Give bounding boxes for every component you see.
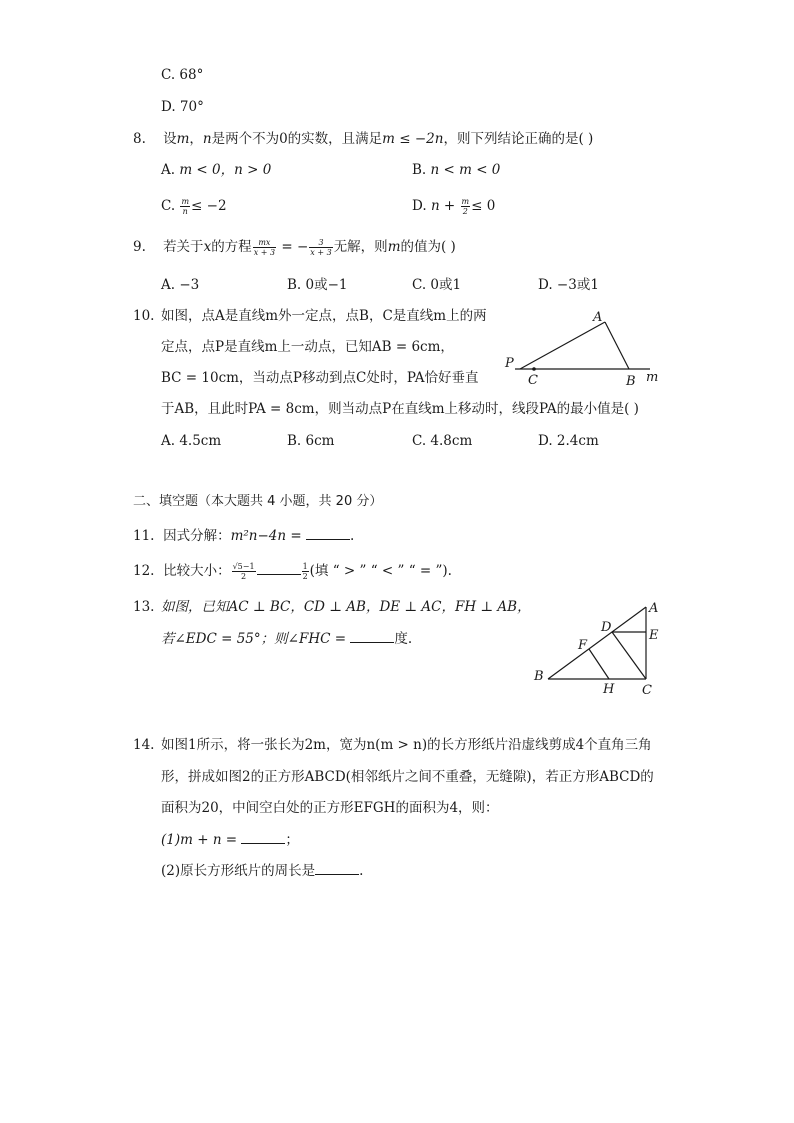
q8-condition: m ≤ −2n — [382, 131, 444, 147]
label-d: D — [601, 620, 612, 635]
q13-line-2 — [161, 629, 412, 648]
fraction-numerator: 3 — [309, 238, 332, 248]
q14-line-3: 面积为20，中间空白处的正方形EFGH的面积为4，则： — [161, 800, 499, 816]
q9-text-b: 的方程 — [211, 239, 252, 255]
q10-option-d: D. 2.4cm — [538, 433, 599, 449]
q13-line-1: 如图，已知AC ⊥ BC，CD ⊥ AB，DE ⊥ AC，FH ⊥ AB， — [161, 599, 531, 615]
q8-option-b-expr: n < m < 0 — [430, 162, 501, 178]
q14-sub-2-blank[interactable] — [315, 861, 359, 875]
q8-option-c-fraction — [180, 197, 190, 216]
q9-text-c: 无解，则 — [333, 239, 388, 255]
q9-var-m: m — [387, 239, 401, 255]
segment-fh — [589, 649, 609, 679]
section-heading: 二、填空题（本大题共 4 小题，共 20 分） — [133, 494, 383, 509]
label-m: m — [646, 370, 659, 385]
fraction-numerator: mx — [253, 238, 276, 248]
q12-number: 12. — [133, 563, 155, 579]
q7-option-d: D. 70° — [161, 99, 204, 115]
q12-end: (填 “ > ” “ < ” “ = ”). — [309, 563, 452, 579]
label-c: C — [642, 683, 652, 698]
label-h: H — [603, 682, 615, 697]
segment-ab — [548, 607, 646, 679]
label-a: A — [593, 310, 603, 325]
q14-sub-2-end: . — [359, 863, 364, 879]
q9-text-a: 若关于 — [163, 239, 204, 255]
q13-answer-blank[interactable] — [350, 629, 394, 643]
q9-option-d: D. −3或1 — [538, 277, 599, 293]
fraction-denominator: 2 — [241, 572, 247, 581]
q11-end: . — [349, 528, 355, 544]
label-c: C — [528, 373, 538, 388]
q8-text-d: ，则下列结论正确的是( ) — [443, 131, 594, 147]
q12-fraction-2 — [302, 562, 309, 581]
q8-var-n: n — [202, 131, 212, 147]
fraction-numerator: m — [181, 197, 190, 206]
q9-number: 9. — [133, 239, 146, 255]
q9-fraction-1 — [253, 238, 276, 257]
q14-sub-1-blank[interactable] — [241, 830, 285, 844]
q11-expression: m²n−4n = — [230, 528, 306, 544]
fraction-denominator: x + 3 — [310, 248, 332, 257]
fraction-numerator: 1 — [302, 562, 308, 571]
q10-line-3: BC = 10cm，当动点P移动到点C处时，PA恰好垂直 — [161, 370, 479, 386]
q12-fraction-1 — [232, 562, 256, 581]
q8-option-c — [161, 197, 227, 216]
q8-text-b: ， — [189, 131, 203, 147]
q12-text: 比较大小： — [163, 563, 231, 579]
q8-option-a-label: A. — [161, 162, 176, 178]
fraction-numerator: m — [461, 197, 470, 206]
q10-option-c: C. 4.8cm — [412, 433, 473, 449]
fraction-numerator: √5−1 — [232, 562, 255, 571]
q13-text-b: 度. — [394, 631, 413, 647]
q8-option-d-fraction — [461, 197, 471, 216]
q14-line-1: 如图1所示，将一张长为2m，宽为n(m > n)的长方形纸片沿虚线剪成4个直角三角 — [161, 737, 652, 753]
q11-text: 因式分解： — [163, 528, 231, 544]
q8-option-a-expr: m < 0，n > 0 — [179, 162, 272, 178]
q9-equals: = − — [277, 239, 309, 255]
segment-ab — [605, 322, 629, 369]
q13-text-a: 若∠EDC = 55°；则∠FHC = — [161, 631, 351, 647]
q9-option-a: A. −3 — [161, 277, 200, 293]
segment-cd — [612, 632, 646, 679]
q8-option-d-expr: n + — [430, 198, 460, 214]
q8-option-d-label: D. — [412, 198, 427, 214]
label-f: F — [578, 638, 588, 653]
q13-number: 13. — [133, 599, 155, 615]
q9-var-x: x — [203, 239, 212, 255]
q9-text-d: 的值为( ) — [400, 239, 456, 255]
q8-option-d — [412, 197, 495, 216]
q10-line-4: 于AB，且此时PA = 8cm，则当动点P在直线m上移动时，线段PA的最小值是( ) — [161, 401, 639, 417]
q14-sub-1-text: (1)m + n = — [161, 832, 242, 848]
q10-option-a: A. 4.5cm — [161, 433, 222, 449]
q10-number: 10. — [133, 308, 155, 324]
q8-text-a: 设 — [163, 131, 177, 147]
q14-sub-2 — [161, 861, 363, 880]
q14-sub-2-text: (2)原长方形纸片的周长是 — [161, 863, 316, 879]
q10-figure — [495, 305, 675, 390]
fraction-denominator: x + 3 — [253, 248, 276, 257]
label-b: B — [534, 669, 544, 684]
q10-line-1: 如图，点A是直线m外一定点，点B，C是直线m上的两 — [161, 308, 487, 324]
q9-option-b: B. 0或−1 — [287, 277, 348, 293]
point-c-dot — [532, 367, 536, 371]
q8-number: 8. — [133, 131, 146, 147]
q8-option-a — [161, 161, 271, 179]
segment-pa — [520, 322, 605, 369]
q9-stem — [133, 238, 456, 257]
q8-stem — [133, 130, 593, 148]
q12 — [133, 561, 452, 581]
q8-option-b-label: B. — [412, 162, 427, 178]
label-e: E — [649, 628, 659, 643]
q8-option-d-rest: ≤ 0 — [471, 198, 496, 214]
q11-number: 11. — [133, 528, 155, 544]
fraction-denominator: 2 — [462, 207, 468, 216]
q14-number: 14. — [133, 737, 155, 753]
label-a: A — [649, 601, 659, 616]
q14-sub-1 — [161, 830, 299, 849]
q11-answer-blank[interactable] — [306, 526, 350, 540]
q12-answer-blank[interactable] — [257, 561, 301, 575]
q10-option-b: B. 6cm — [287, 433, 335, 449]
q11 — [133, 526, 354, 545]
label-b: B — [626, 374, 636, 389]
q10-line-2: 定点，点P是直线m上一动点，已知AB = 6cm， — [161, 339, 454, 355]
q8-option-c-rest: ≤ −2 — [191, 198, 227, 214]
q8-option-b — [412, 161, 500, 179]
q9-option-c: C. 0或1 — [412, 277, 462, 293]
q14-line-2: 形，拼成如图2的正方形ABCD(相邻纸片之间不重叠，无缝隙)，若正方形ABCD的 — [161, 769, 654, 785]
q13-figure — [530, 597, 665, 699]
q14-sub-1-end: ； — [285, 832, 299, 848]
q7-option-c: C. 68° — [161, 67, 204, 83]
q9-fraction-2 — [309, 238, 332, 257]
q8-var-m: m — [176, 131, 190, 147]
fraction-denominator: 2 — [302, 572, 308, 581]
q8-option-c-label: C. — [161, 198, 176, 214]
q8-text-c: 是两个不为0的实数，且满足 — [211, 131, 383, 147]
label-p: P — [505, 356, 514, 371]
fraction-denominator: n — [182, 207, 188, 216]
